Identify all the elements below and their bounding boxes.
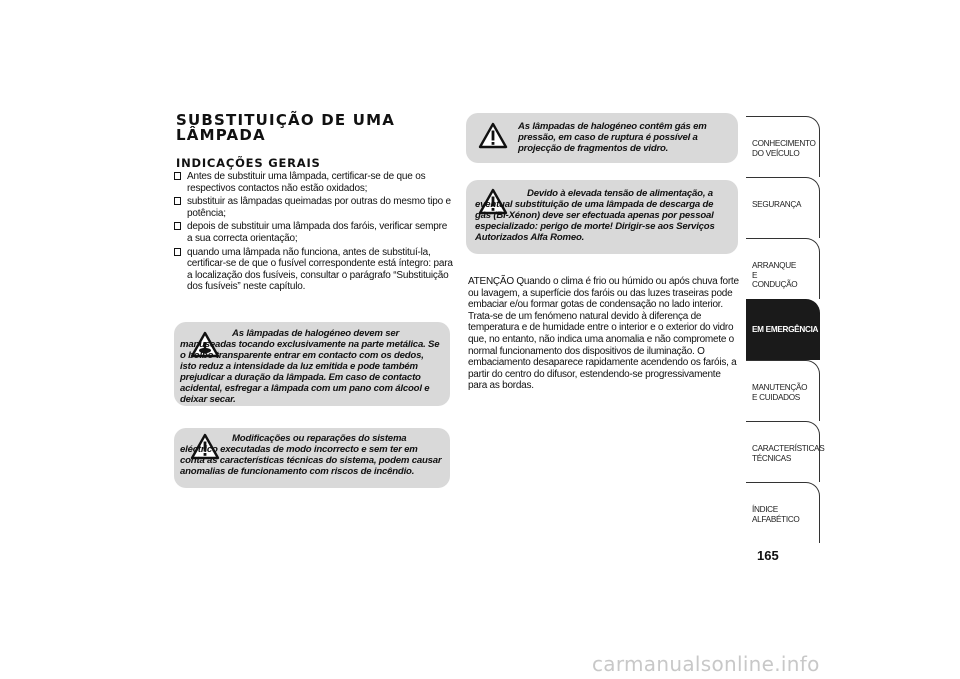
tab-manutencao-e-cuidados[interactable] [746, 360, 820, 421]
tab-seguranca[interactable] [746, 177, 820, 238]
warning-box-xenon [466, 180, 738, 254]
tab-caracteristicas-tecnicas[interactable] [746, 421, 825, 482]
tab-label: EM EMERGÊNCIA [752, 325, 819, 334]
warning-text: As lâmpadas de halogéneo contêm gás em pressão, em caso de ruptura é possível a projecção de fragmentos de vidro. [518, 121, 707, 154]
checkbox-bullet-icon [174, 172, 181, 180]
section-subheading: INDICAÇÕES GERAIS [176, 156, 321, 170]
warning-triangle-icon [478, 122, 508, 149]
warning-box-halogen-handling [174, 322, 450, 406]
list-item: quando uma lâmpada não funciona, antes de substituí-la, certificar-se de que o fusível correspondente está íntegro: para a localização dos fusíveis, consultar o parágrafo “Substituição dos fusíveis” neste capítulo. [174, 247, 454, 293]
list-item: depois de substituir uma lâmpada dos faróis, verificar sempre a sua correcta orientação; [174, 221, 454, 244]
tab-label: SEGURANÇA [752, 200, 802, 209]
watermark: carmanualsonline.info [592, 652, 820, 676]
warning-box-halogen-pressure [466, 113, 738, 163]
warning-text: Devido à elevada tensão de alimentação, a eventual substituição de uma lâmpada de descarga de gás (Bi-Xénon) deve ser efectuada apenas por pessoal especializado: perigo de morte! Dirigir-se aos Serviços Autorizados Alfa Romeo. [475, 188, 715, 243]
tab-label: CONHECIMENTO DO VEÍCULO [752, 139, 816, 158]
checkbox-bullet-icon [174, 222, 181, 230]
attention-paragraph: ATENÇÃO Quando o clima é frio ou húmido ou após chuva forte ou lavagem, a superfície dos faróis ou das luzes traseiras pode embaciar e/ou formar gotas de condensação no lado interior. Trata-se de um fenómeno natural devido à diferença de temperatura e de humidade entre o interior e o exterior do vidro que, no entanto, não indica uma anomalia e não compromete o normal funcionamento dos dispositivos de iluminação. O embaciamento desaparece rapidamente acendendo os faróis, a partir do centro do difusor, estendendo-se progressivamente para as bordas. [468, 276, 739, 392]
instruction-list [174, 171, 454, 295]
page-heading: SUBSTITUIÇÃO DE UMA LÂMPADA [176, 111, 396, 144]
warning-text: Modificações ou reparações do sistema eléctrico executadas de modo incorrecto e sem ter em conta as características técnicas do sistema, podem causar anomalias de funcionamento com riscos de incêndio. [180, 433, 442, 477]
page-number: 165 [757, 548, 779, 563]
tab-arranque-e-conducao[interactable] [746, 238, 820, 299]
checkbox-bullet-icon [174, 197, 181, 205]
tab-label: MANUTENÇÃO E CUIDADOS [752, 383, 808, 402]
warning-text: As lâmpadas de halogéneo devem ser manuseadas tocando exclusivamente na parte metálica. Se o bolbo transparente entrar em contacto com os dedos, isto reduz a intensidade da luz emitida e pode também prejudicar a duração da lâmpada. Em caso de contacto acidental, esfregar a lâmpada com um pano com álcool e deixar secar. [180, 328, 440, 405]
warning-box-electrical [174, 428, 450, 488]
chapter-tabs [746, 116, 825, 543]
tab-label: ÍNDICE ALFABÉTICO [752, 505, 800, 524]
checkbox-bullet-icon [174, 248, 181, 256]
tab-label: CARACTERÍSTICAS TÉCNICAS [752, 444, 825, 463]
tab-indice-alfabetico[interactable] [746, 482, 820, 543]
tab-conhecimento-do-veiculo[interactable] [746, 116, 820, 177]
tab-em-emergencia[interactable] [746, 299, 820, 360]
list-item: substituir as lâmpadas queimadas por outras do mesmo tipo e potência; [174, 196, 454, 219]
tab-label: ARRANQUE E CONDUÇÃO [752, 261, 798, 289]
list-item: Antes de substituir uma lâmpada, certificar-se de que os respectivos contactos não estão oxidados; [174, 171, 454, 194]
